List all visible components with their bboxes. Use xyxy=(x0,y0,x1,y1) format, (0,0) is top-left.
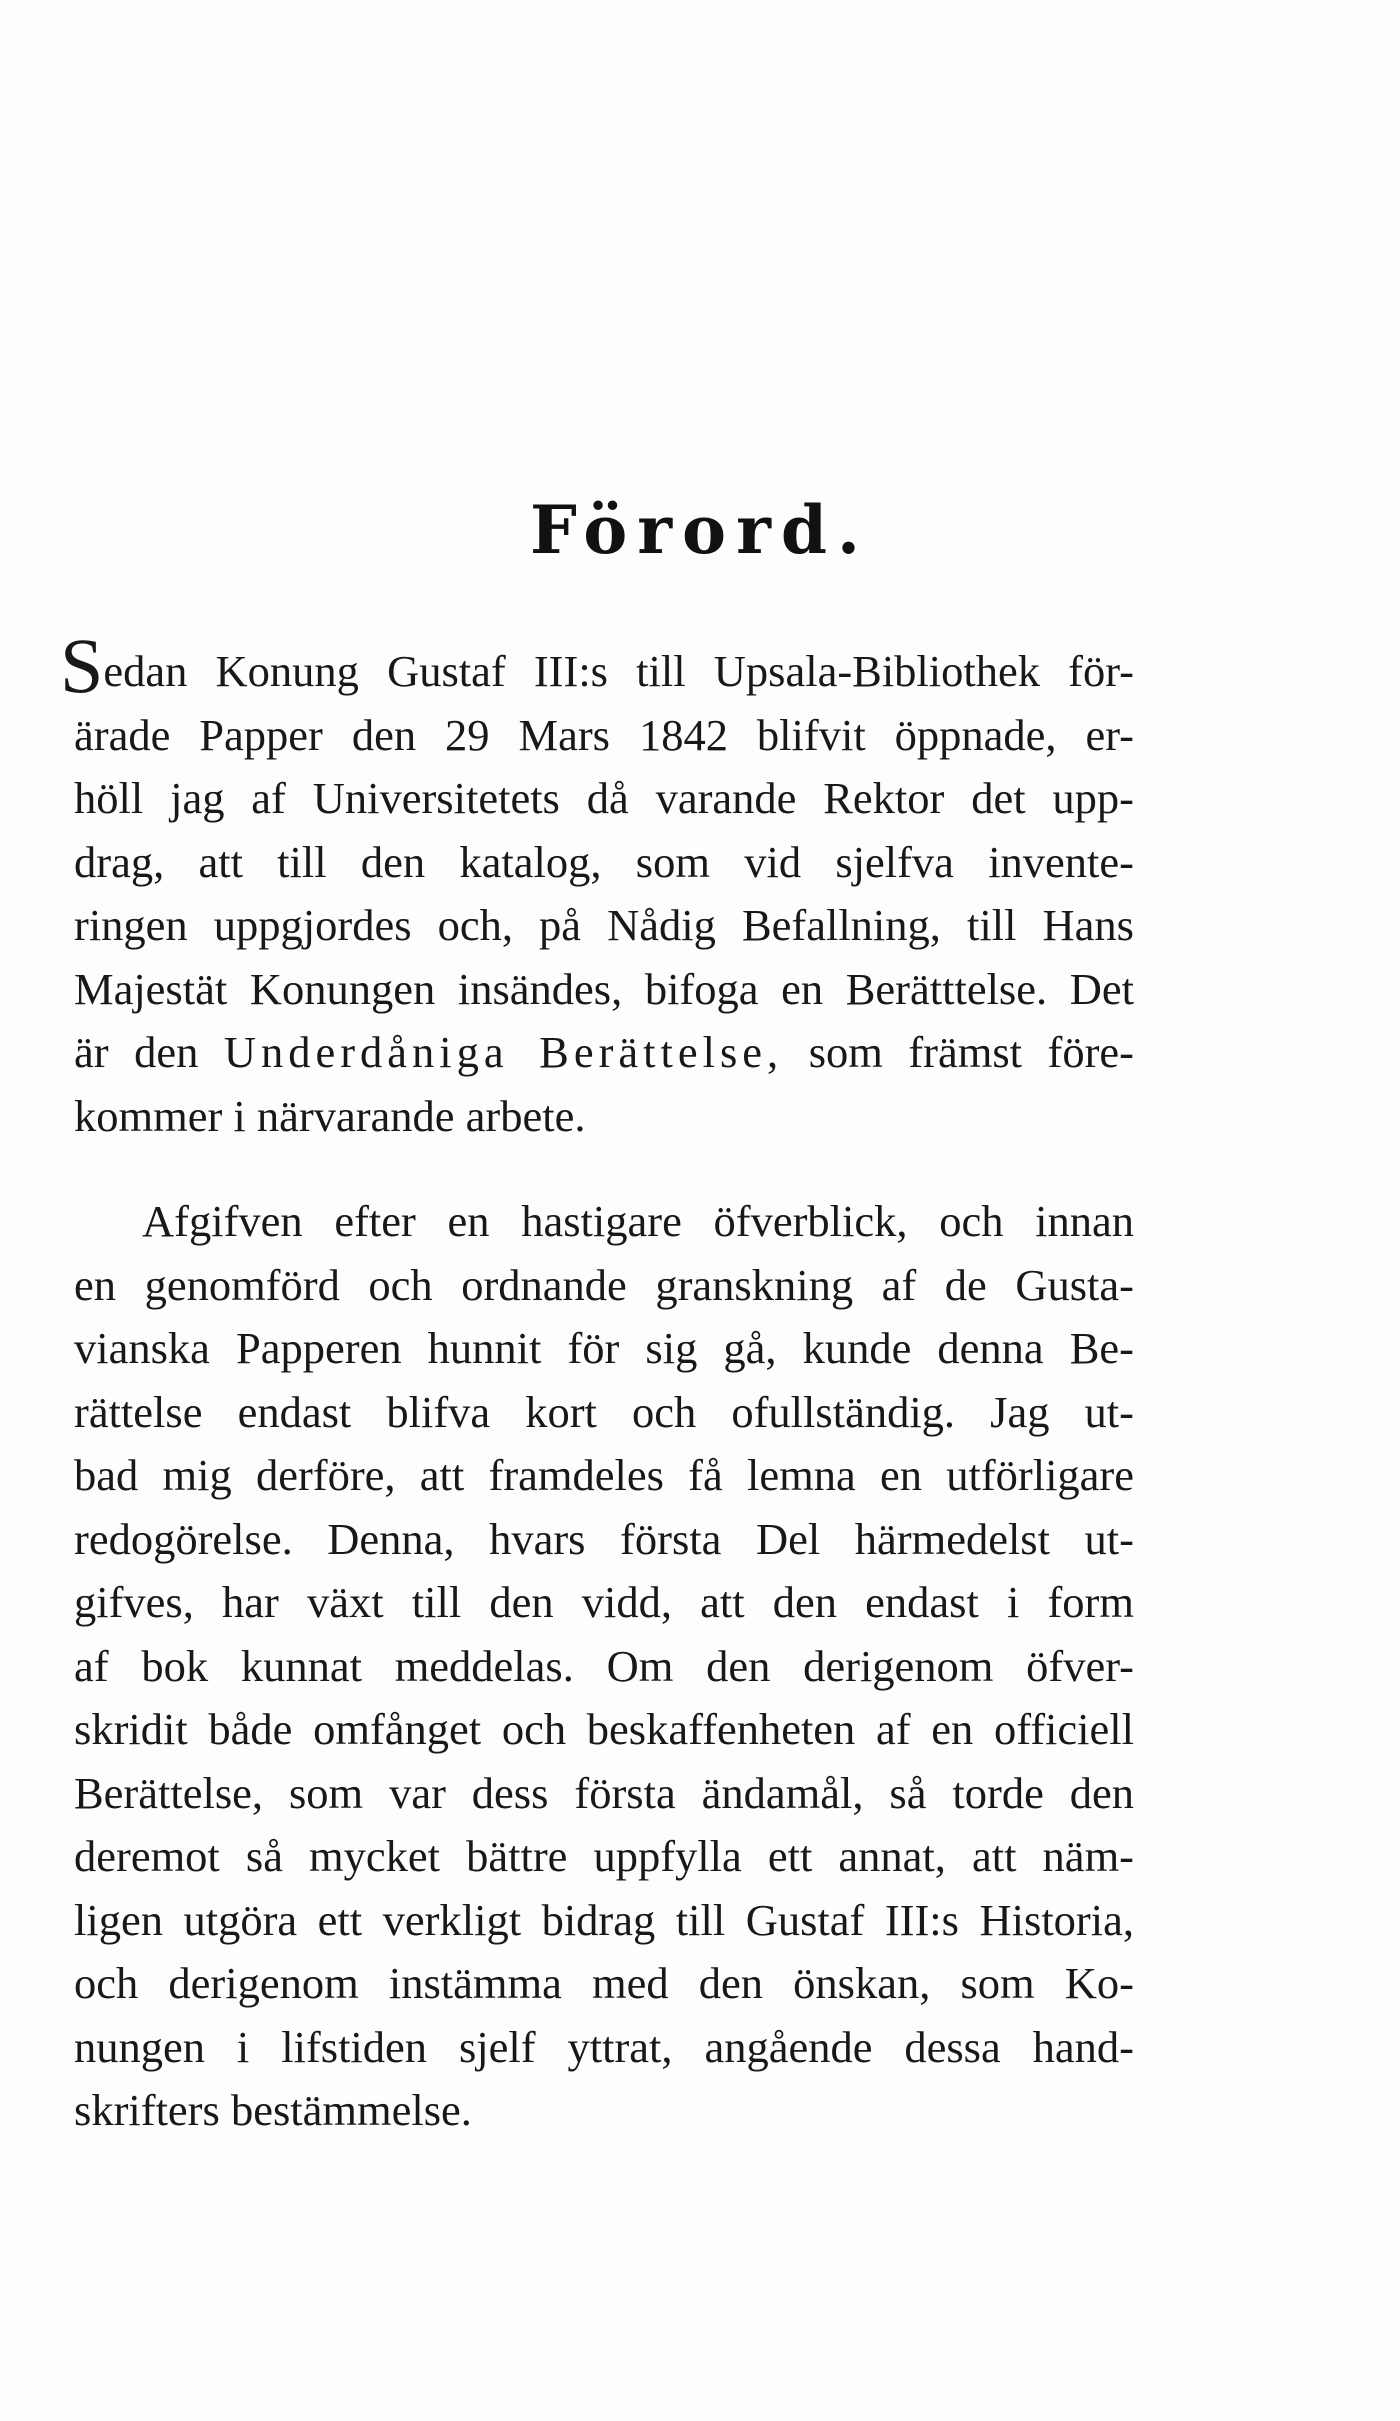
paragraph-line: en genomförd och ordnande granskning af de Gusta- xyxy=(74,1259,1134,1310)
paragraph-line: skridit både omfånget och beskaffenheten af en officiell xyxy=(74,1704,1134,1754)
emphasized-title: Underdåniga Berättelse, xyxy=(223,1027,784,1077)
paragraph-line: Sedan Konung Gustaf III:s till Upsala-Bibliothek för- xyxy=(60,622,1134,709)
page-title: Förord. xyxy=(530,491,870,569)
paragraph-line: redogörelse. Denna, hvars första Del härmedelst ut- xyxy=(74,1513,1134,1564)
paragraph-line: höll jag af Universitetets då varande Rektor det upp- xyxy=(74,773,1134,823)
paragraph-line: ringen uppgjordes och, på Nådig Befallning, till Hans xyxy=(74,900,1134,950)
paragraph-line: och derigenom instämma med den önskan, som Ko- xyxy=(74,1958,1134,2008)
paragraph-line: af bok kunnat meddelas. Om den derigenom öfver- xyxy=(74,1640,1134,1691)
paragraph-line: rättelse endast blifva kort och ofullständig. Jag ut- xyxy=(74,1386,1134,1437)
paragraph-line: deremot så mycket bättre uppfylla ett annat, att näm- xyxy=(74,1831,1134,1881)
paragraph-line: är den Underdåniga Berättelse, som främst före- xyxy=(74,1027,1134,1077)
paragraph-line: Majestät Konungen insändes, bifoga en Berätttelse. Det xyxy=(74,963,1134,1014)
paragraph-line: bad mig derföre, att framdeles få lemna en utförligare xyxy=(74,1450,1134,1500)
paragraph-line: drag, att till den katalog, som vid sjelfva invente- xyxy=(74,836,1134,887)
paragraph-line: Afgifven efter en hastigare öfverblick, och innan xyxy=(142,1196,1134,1246)
paragraph-line: gifves, har växt till den vidd, att den endast i form xyxy=(74,1577,1134,1627)
paragraph-line: kommer i närvarande arbete. xyxy=(74,1090,586,1141)
paragraph-line: vianska Papperen hunnit för sig gå, kunde denna Be- xyxy=(74,1323,1134,1373)
paragraph-line: Berättelse, som var dess första ändamål, så torde den xyxy=(74,1767,1134,1818)
paragraph-2 xyxy=(74,1190,1134,2143)
drop-cap: S xyxy=(60,622,104,709)
paragraph-line: nungen i lifstiden sjelf yttrat, angående dessa hand- xyxy=(74,2021,1134,2072)
paragraph-1 xyxy=(60,622,1134,1148)
paragraph-line: ligen utgöra ett verkligt bidrag till Gustaf III:s Historia, xyxy=(74,1894,1134,1945)
paragraph-line: ärade Papper den 29 Mars 1842 blifvit öppnade, er- xyxy=(74,709,1134,760)
paragraph-line: skrifters bestämmelse. xyxy=(74,2085,472,2135)
